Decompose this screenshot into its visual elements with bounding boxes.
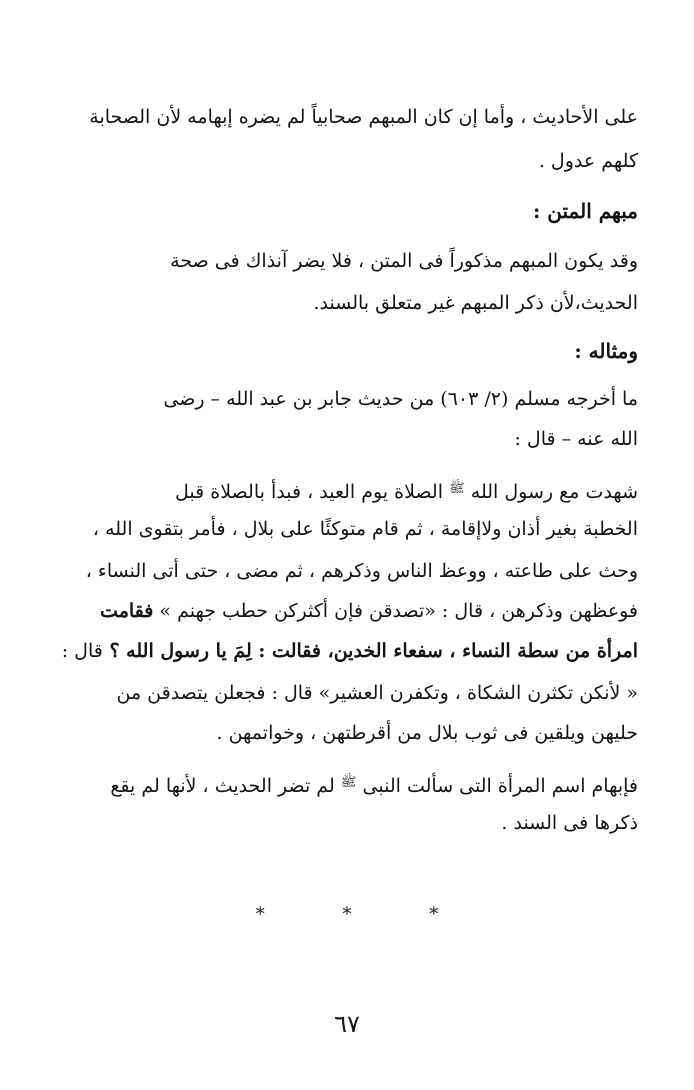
- pbuh-symbol: ﷺ: [340, 775, 357, 790]
- hadith-line6: « لأنكن تكثرن الشكاة ، وتكفرن العشير» قال : فجعلن يتصدقن من: [116, 682, 638, 704]
- hadith-line1: [76, 474, 638, 507]
- hadith-line1-start: شهدت مع رسول الله: [470, 481, 638, 503]
- heading-example: ومثاله :: [574, 339, 638, 363]
- section-separator: [0, 904, 694, 925]
- hadith-line1-end: الصلاة يوم العيد ، فبدأ بالصلاة قبل: [175, 481, 443, 503]
- para2-line2: الحديث،لأن ذكر المبهم غير متعلق بالسند.: [313, 292, 638, 314]
- hadith-line4: [76, 596, 638, 626]
- para4-line1-end: لم تضر الحديث ، لأنها لم يقع: [110, 775, 335, 797]
- separator-star: *: [342, 904, 352, 925]
- separator-star: *: [429, 904, 439, 925]
- hadith-line3: وحث على طاعته ، ووعظ الناس وذكرهم ، ثم مضى ، حتى أتى النساء ،: [85, 560, 638, 582]
- page-number: ٦٧: [334, 1010, 360, 1038]
- separator-star: *: [255, 904, 265, 925]
- hadith-line2: الخطبة بغير أذان ولاإقامة ، ثم قام متوكئًا على بلال ، فأمر بتقوى الله ،: [92, 518, 638, 540]
- para4-line1: [76, 768, 638, 801]
- para1-line1: على الأحاديث ، وأما إن كان المبهم صحابياً لم يضره إبهامه لأن الصحابة: [89, 106, 638, 128]
- hadith-line5: [61, 636, 638, 666]
- hadith-line5-bold: امرأة من سطة النساء ، سفعاء الخدين، فقالت : لِمَ يا رسول الله ؟: [109, 640, 638, 662]
- hadith-line5-normal: قال :: [61, 640, 103, 662]
- para2-line1: وقد يكون المبهم مذكوراً فى المتن ، فلا يضر آنذاك فى صحة: [170, 250, 638, 272]
- para4-line2: ذكرها فى السند .: [501, 812, 638, 834]
- hadith-line4-bold: فقامت: [100, 600, 154, 622]
- para4-line1-start: فإبهام اسم المرأة التى سألت النبى: [362, 775, 638, 797]
- hadith-line7: حليهن ويلقين فى ثوب بلال من أقرطتهن ، وخواتمهن .: [216, 722, 638, 744]
- hadith-line4-text: فوعظهن وذكرهن ، قال : «تصدقن فإن أكثركن حطب جهنم »: [159, 600, 638, 622]
- para1-line2: كلهم عدول .: [538, 150, 638, 172]
- heading-matn-mubham: مبهم المتن :: [532, 199, 638, 223]
- para3-line1: ما أخرجه مسلم (٢/ ٦٠٣) من حديث جابر بن عبد الله – رضى: [163, 388, 638, 410]
- pbuh-symbol: ﷺ: [449, 481, 465, 496]
- para3-line2: الله عنه – قال :: [514, 428, 638, 450]
